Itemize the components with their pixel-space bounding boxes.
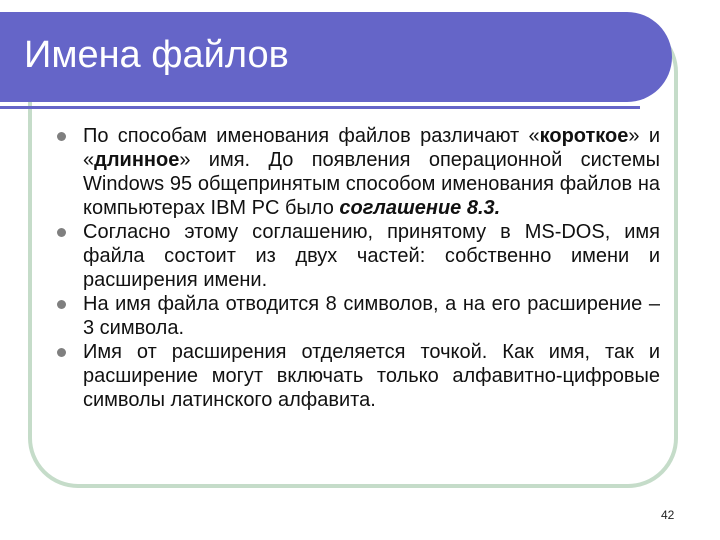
emphasis-short: короткое	[539, 125, 629, 147]
list-item	[56, 124, 660, 220]
item-text: Согласно этому соглашению, принятому в MS-DOS, имя файла состоит из двух частей: собственно имени и расширения имени.	[83, 221, 660, 291]
bullet-icon	[57, 348, 66, 357]
bullet-icon	[57, 228, 66, 237]
bullet-icon	[57, 300, 66, 309]
list-item	[56, 340, 660, 412]
title-underline	[0, 106, 640, 109]
bullet-list	[56, 124, 660, 412]
page-number: 42	[661, 508, 675, 522]
page-title: Имена файлов	[24, 34, 289, 76]
emphasis-long: длинное	[94, 149, 180, 171]
item-text: На имя файла отводится 8 символов, а на его расширение – 3 символа.	[83, 293, 660, 339]
item-text: По способам именования файлов различают «короткое» и «длинное» имя. До появления операционной системы Windows 95 общепринятым способом именования файлов на компьютерах IBM PC было соглашение 8.3.	[83, 125, 660, 219]
list-item	[56, 220, 660, 292]
bullet-icon	[57, 132, 66, 141]
emphasis-convention: соглашение 8.3.	[339, 197, 501, 219]
item-text: Имя от расширения отделяется точкой. Как имя, так и расширение могут включать только алфавитно-цифровые символы латинского алфавита.	[83, 341, 660, 411]
list-item	[56, 292, 660, 340]
